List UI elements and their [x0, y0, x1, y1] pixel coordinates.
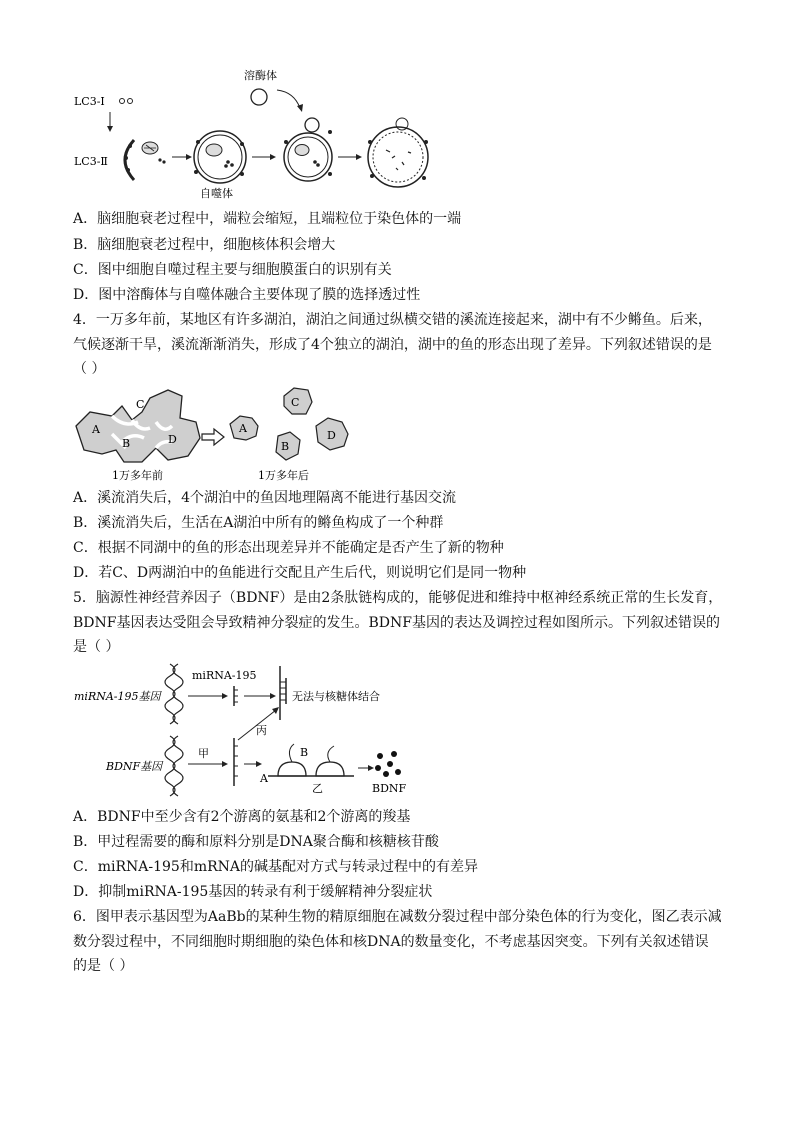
q5-option-d: D．抑制miRNA-195基因的转录有利于缓解精神分裂症状	[73, 884, 433, 900]
lake-c-before: C	[136, 398, 145, 411]
q3-option-a: A．脑细胞衰老过程中，端粒会缩短，且端粒位于染色体的一端	[73, 211, 462, 227]
q3-option-d: D．图中溶酶体与自噬体融合主要体现了膜的选择透过性	[73, 287, 421, 303]
lakes-figure	[72, 382, 362, 484]
bdnf-protein-label: BDNF	[372, 782, 407, 795]
label-yi: 乙	[312, 782, 323, 795]
q4-stem-line-3: （ ）	[73, 361, 106, 377]
lc3-1-label: LC3-Ⅰ	[74, 95, 105, 108]
autophagosome-label: 自噬体	[200, 187, 233, 200]
process-jia-label: 甲	[198, 747, 209, 760]
lake-c-after: C	[291, 396, 300, 409]
caption-after: 1万多年后	[258, 469, 309, 482]
caption-before: 1万多年前	[112, 469, 163, 482]
mirna-label: miRNA-195	[192, 669, 257, 682]
q4-option-d: D．若C、D两湖泊中的鱼能进行交配且产生后代，则说明它们是同一物种	[73, 565, 527, 581]
q5-option-c: C．miRNA-195和mRNA的碱基配对方式与转录过程中的有差异	[73, 859, 478, 875]
autolysosome	[368, 127, 428, 187]
fusing-autophagosome	[284, 133, 332, 181]
lc3-2-label: LC3-Ⅱ	[74, 155, 108, 168]
lake-b-after: B	[281, 440, 290, 453]
bdnf-gene-label: BDNF基因	[106, 760, 163, 773]
autophagy-figure	[72, 62, 452, 204]
mirna-gene-label: miRNA-195基因	[74, 690, 161, 703]
label-b: B	[300, 746, 309, 759]
q4-stem-line-1: 4．一万多年前，某地区有许多湖泊，湖泊之间通过纵横交错的溪流连接起来，湖中有不少鳉鱼。后来，	[73, 312, 712, 328]
q6-stem-line-3: 的是（ ）	[73, 958, 134, 974]
lake-a-before: A	[92, 423, 100, 436]
q5-stem-line-3: 是（ ）	[73, 639, 120, 655]
ribosome-1	[278, 762, 306, 776]
lake-b-before: B	[122, 437, 131, 450]
bdnf-figure	[72, 660, 412, 800]
q3-option-c: C．图中细胞自噬过程主要与细胞膜蛋白的识别有关	[73, 262, 392, 278]
q6-stem-line-2: 数分裂过程中，不同细胞时期细胞的染色体和核DNA的数量变化，不考虑基因突变。下列有关叙述错误	[73, 934, 709, 950]
ribosome-2	[316, 762, 344, 776]
q4-option-b: B．溪流消失后，生活在A湖泊中所有的鳉鱼构成了一个种群	[73, 515, 444, 531]
autophagosome	[194, 131, 246, 183]
q3-option-b: B．脑细胞衰老过程中，细胞核体积会增大	[73, 237, 336, 253]
q5-option-b: B．甲过程需要的酶和原料分别是DNA聚合酶和核糖核苷酸	[73, 834, 439, 850]
time-arrow	[202, 429, 224, 445]
lysosome-label: 溶酶体	[244, 69, 277, 82]
q5-option-a: A．BDNF中至少含有2个游离的氨基和2个游离的羧基	[73, 809, 411, 825]
q4-stem-line-2: 气候逐渐干旱，溪流渐渐消失，形成了4个独立的湖泊，湖中的鱼的形态出现了差异。下列叙述错误的是	[73, 337, 712, 353]
lake-a-after: A	[239, 422, 247, 435]
process-bing-label: 丙	[256, 724, 267, 737]
q5-stem-line-2: BDNF基因表达受阻会导致精神分裂症的发生。BDNF基因的表达及调控过程如图所示。下列叙述错误的	[73, 615, 720, 631]
lysosome	[251, 89, 267, 105]
label-a: A	[260, 772, 268, 785]
no-ribosome-binding-label: 无法与核糖体结合	[292, 690, 380, 703]
lake-d-before: D	[168, 433, 177, 446]
q5-stem-line-1: 5．脑源性神经营养因子（BDNF）是由2条肽链构成的，能够促进和维持中枢神经系统正常的生长发育，	[73, 590, 723, 606]
q4-option-a: A．溪流消失后，4个湖泊中的鱼因地理隔离不能进行基因交流	[73, 490, 457, 506]
q4-option-c: C．根据不同湖中的鱼的形态出现差异并不能确定是否产生了新的物种	[73, 540, 504, 556]
q6-stem-line-1: 6．图甲表示基因型为AaBb的某种生物的精原细胞在减数分裂过程中部分染色体的行为变化，图乙表示减	[73, 909, 722, 925]
lake-d-after: D	[327, 429, 336, 442]
